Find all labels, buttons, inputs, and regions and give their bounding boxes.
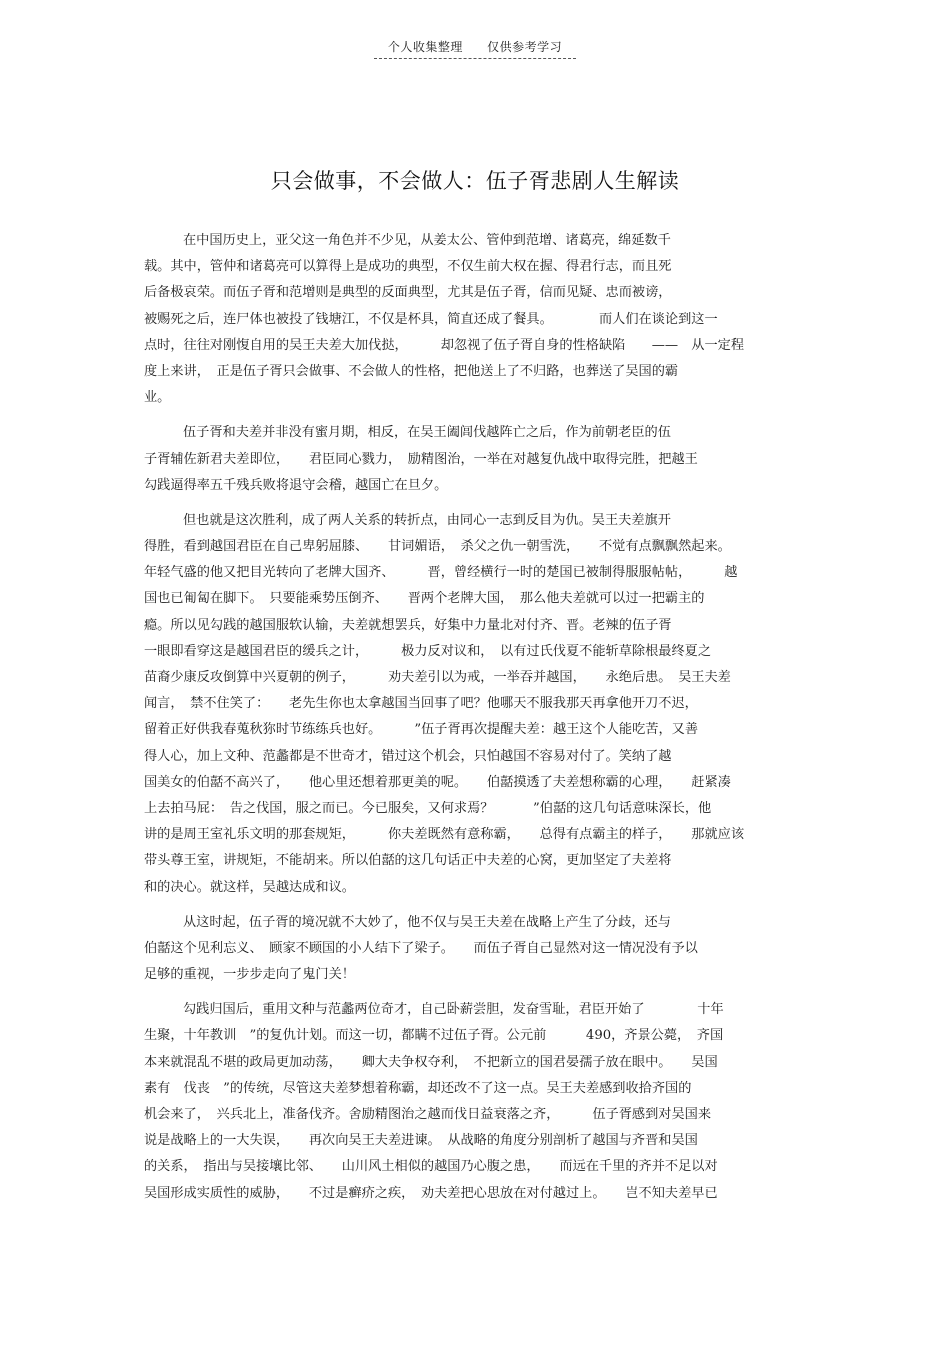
text-line: 瘾。所以见勾践的越国服软认输，夫差就想罢兵，好集中力量北对付齐、晋。老辣的伍子胥 xyxy=(144,617,672,633)
text-line: 上去拍马屁： 告之伐国，服之而已。今已服矣，又何求焉？ ”伯嚭的这几句话意味深长，他 xyxy=(144,800,712,816)
page-header xyxy=(0,38,950,59)
text-line: 点时，往往对刚愎自用的吴王夫差大加伐挞， 却忽视了伍子胥自身的性格缺陷 —— 从一定程 xyxy=(144,337,745,353)
header-left-text: 个人收集整理 xyxy=(387,40,463,54)
text-line: 和的决心。就这样，吴越达成和议。 xyxy=(144,879,355,895)
paragraph xyxy=(144,508,806,901)
text-line: 吴国形成实质性的威胁， 不过是癣疥之疾， 劝夫差把心思放在对付越过上。 岂不知夫差早已 xyxy=(144,1185,718,1201)
text-line: 国也已匍匐在脚下。 只要能乘势压倒齐、 晋两个老牌大国， 那么他夫差就可以过一把霸主的 xyxy=(144,591,705,607)
text-line: 得胜，看到越国君臣在自己卑躬屈膝、 甘词媚语， 杀父之仇一朝雪洗， 不觉有点飘飘然起来。 xyxy=(144,539,731,555)
text-line: 但也就是这次胜利，成了两人关系的转折点，由同心一志到反目为仇。吴王夫差旗开 xyxy=(183,512,671,528)
text-line: 生聚，十年教训 ”的复仇计划。而这一切，都瞒不过伍子胥。公元前 490，齐景公薨， 齐国 xyxy=(144,1028,724,1044)
paragraph xyxy=(144,910,806,989)
text-line: 足够的重视，一步步走向了鬼门关！ xyxy=(144,967,355,983)
text-line: 说是战略上的一大失误， 再次向吴王夫差进谏。 从战略的角度分别剖析了越国与齐晋和吴国 xyxy=(144,1133,698,1149)
header-right-text: 仅供参考学习 xyxy=(487,40,563,54)
text-line: 勾践逼得率五千残兵败将退守会稽，越国亡在旦夕。 xyxy=(144,477,448,493)
text-line: 载。其中，管仲和诸葛亮可以算得上是成功的典型，不仅生前大权在握、得君行志，而且死 xyxy=(144,259,672,275)
text-line: 留着正好供我春蒐秋狝时节练练兵也好。 ”伍子胥再次提醒夫差：越王这个人能吃苦，又善 xyxy=(144,722,699,738)
text-line: 勾践归国后，重用文种与范蠡两位奇才，自己卧薪尝胆，发奋雪耻，君臣开始了 十年 xyxy=(183,1002,724,1018)
paragraph xyxy=(144,420,806,499)
text-line: 的关系， 指出与吴接壤比邻、 山川风土相似的越国乃心腹之患， 而远在千里的齐并不足以对 xyxy=(144,1159,718,1175)
text-line: 后备极哀荣。而伍子胥和范增则是典型的反面典型，尤其是伍子胥，信而见疑、忠而被谤， xyxy=(144,285,672,301)
text-line: 本来就混乱不堪的政局更加动荡， 卿大夫争权夺利， 不把新立的国君晏孺子放在眼中。 吴国 xyxy=(144,1054,718,1070)
document-title: 只会做事，不会做人：伍子胥悲剧人生解读 xyxy=(270,169,680,193)
text-line: 闻言， 禁不住笑了： 老先生你也太拿越国当回事了吧？他哪天不服我那天再拿他开刀不迟， xyxy=(144,696,698,712)
header-underline xyxy=(374,38,576,59)
text-line: 讲的是周王室礼乐文明的那套规矩， 你夫差既然有意称霸， 总得有点霸主的样子， 那就应该 xyxy=(144,827,745,843)
text-line: 伯嚭这个见利忘义、 顾家不顾国的小人结下了梁子。 而伍子胥自己显然对这一情况没有予以 xyxy=(144,940,698,956)
text-line: 机会来了， 兴兵北上，准备伐齐。舍励精图治之越而伐日益衰落之齐， 伍子胥感到对吴国来 xyxy=(144,1107,712,1122)
document-body xyxy=(144,228,806,1216)
text-line: 子胥辅佐新君夫差即位， 君臣同心戮力， 励精图治，一举在对越复仇战中取得完胜，把越王 xyxy=(144,451,698,467)
text-line: 伍子胥和夫差并非没有蜜月期，相反，在吴王阖闾伐越阵亡之后，作为前朝老臣的伍 xyxy=(183,425,671,441)
paragraph xyxy=(144,228,806,411)
text-line: 素有 伐丧 ”的传统，尽管这夫差梦想着称霸，却还改不了这一点。吴王夫差感到收拾齐国的 xyxy=(144,1080,692,1096)
text-line: 被赐死之后，连尸体也被投了钱塘江，不仅是杯具，简直还成了餐具。 而人们在谈论到这一 xyxy=(144,311,718,327)
text-line: 得人心，加上文种、范蠡都是不世奇才，错过这个机会，只怕越国不容易对付了。笑纳了越 xyxy=(144,748,672,764)
text-line: 苗裔少康反攻倒算中兴夏朝的例子， 劝夫差引以为戒，一举吞并越国， 永绝后患。 吴王夫差 xyxy=(144,670,731,685)
text-line: 国美女的伯嚭不高兴了， 他心里还想着那更美的呢。 伯嚭摸透了夫差想称霸的心理， 赶紧凑 xyxy=(144,774,731,790)
paragraph xyxy=(144,997,806,1207)
text-line: 年轻气盛的他又把目光转向了老牌大国齐、 晋，曾经横行一时的楚国已被制得服服帖帖， 越 xyxy=(144,565,738,581)
text-line: 在中国历史上，亚父这一角色并不少见，从姜太公、管仲到范增、诸葛亮，绵延数千 xyxy=(183,233,671,248)
text-line: 从这时起，伍子胥的境况就不大妙了，他不仅与吴王夫差在战略上产生了分歧，还与 xyxy=(183,914,671,930)
text-line: 业。 xyxy=(144,390,171,406)
text-line: 度上来讲， 正是伍子胥只会做事、不会做人的性格，把他送上了不归路，也葬送了吴国的霸 xyxy=(144,363,679,379)
text-line: 一眼即看穿这是越国君臣的缓兵之计， 极力反对议和， 以有过氏伐夏不能斩草除根最终夏之 xyxy=(144,643,712,659)
text-line: 带头尊王室，讲规矩，不能胡来。所以伯嚭的这几句话正中夫差的心窝，更加坚定了夫差将 xyxy=(144,853,672,869)
